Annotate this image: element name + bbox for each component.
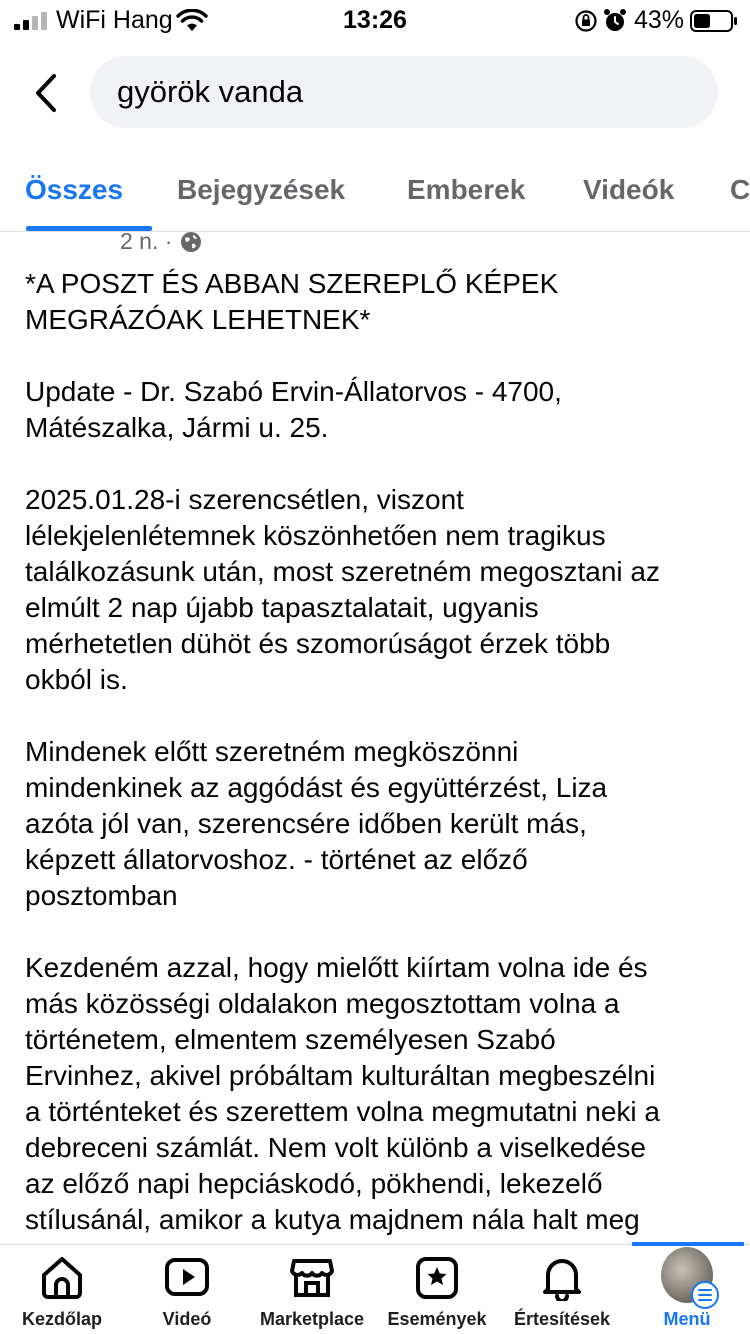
text-line: azóta jól van, szerencsére időben került más, bbox=[25, 808, 587, 839]
back-button[interactable] bbox=[26, 70, 66, 116]
text-line: lélekjelenlétemnek köszönhetően nem tragikus bbox=[25, 520, 606, 551]
post-age: 2 n. · bbox=[120, 228, 173, 254]
alarm-icon bbox=[603, 8, 627, 34]
tab-videos[interactable]: Videók bbox=[583, 174, 675, 205]
search-input[interactable] bbox=[90, 56, 718, 128]
tab-posts[interactable]: Bejegyzések bbox=[177, 174, 346, 205]
events-icon bbox=[411, 1251, 463, 1303]
text-line: Update - Dr. Szabó Ervin-Állatorvos - 4700, bbox=[25, 376, 562, 407]
post-text bbox=[25, 266, 737, 1274]
nav-label: Marketplace bbox=[259, 1309, 365, 1329]
home-icon bbox=[36, 1251, 88, 1303]
text-line: *A POSZT ÉS ABBAN SZEREPLŐ KÉPEK bbox=[25, 268, 559, 299]
bell-icon bbox=[536, 1251, 588, 1303]
text-line: 2025.01.28-i szerencsétlen, viszont bbox=[25, 484, 464, 515]
video-icon bbox=[161, 1251, 213, 1303]
nav-home[interactable] bbox=[0, 1251, 127, 1334]
post-paragraph bbox=[25, 374, 737, 446]
search-query[interactable]: györök vanda bbox=[117, 74, 304, 109]
nav-events[interactable] bbox=[372, 1251, 502, 1334]
nav-label: Videó bbox=[162, 1309, 212, 1329]
chevron-left-icon bbox=[34, 73, 58, 113]
text-line: az előző napi hepciáskodó, pökhendi, lekezelő bbox=[25, 1168, 603, 1199]
marketplace-icon bbox=[286, 1251, 338, 1303]
nav-marketplace[interactable] bbox=[247, 1251, 377, 1334]
tab-people[interactable]: Emberek bbox=[407, 174, 526, 205]
tab-more[interactable]: C bbox=[730, 174, 750, 205]
battery-icon bbox=[690, 10, 738, 32]
nav-label: Menü bbox=[663, 1309, 711, 1329]
post-meta bbox=[120, 228, 202, 255]
text-line: a történteket és szerettem volna megmutatni neki a bbox=[25, 1096, 660, 1127]
text-line: más közösségi oldalakon megosztottam volna a bbox=[25, 988, 620, 1019]
clock: 13:26 bbox=[343, 6, 407, 34]
post-paragraph bbox=[25, 734, 737, 914]
text-line: mindenkinek az aggódást és együttérzést, Liza bbox=[25, 772, 608, 803]
nav-label: Kezdőlap bbox=[21, 1309, 102, 1329]
text-line: képzett állatorvoshoz. - történet az előző bbox=[25, 844, 528, 875]
text-line: Ervinhez, akivel próbáltam kulturáltan megbeszélni bbox=[25, 1060, 656, 1091]
text-line: posztomban bbox=[25, 880, 178, 911]
search-filter-tabs bbox=[0, 148, 750, 232]
menu-badge-icon bbox=[691, 1281, 719, 1309]
text-line: Mindenek előtt szeretném megköszönni bbox=[25, 736, 519, 767]
text-line: mérhetetlen dühöt és szomorúságot érzek több bbox=[25, 628, 611, 659]
text-line: találkozásunk után, most szeretném megosztani az bbox=[25, 556, 660, 587]
post-paragraph bbox=[25, 266, 737, 338]
menu-icon bbox=[661, 1251, 713, 1303]
text-line: Mátészalka, Jármi u. 25. bbox=[25, 412, 329, 443]
globe-icon bbox=[180, 231, 202, 253]
carrier-name: WiFi Hang bbox=[56, 6, 173, 34]
nav-label: Események bbox=[387, 1309, 487, 1329]
text-line: MEGRÁZÓAK LEHETNEK* bbox=[25, 304, 371, 335]
nav-video[interactable] bbox=[122, 1251, 252, 1334]
text-line: történetem, elmentem személyesen Szabó bbox=[25, 1024, 556, 1055]
text-line: elmúlt 2 nap újabb tapasztalatait, ugyanis bbox=[25, 592, 539, 623]
nav-menu[interactable] bbox=[622, 1251, 750, 1334]
text-line: okból is. bbox=[25, 664, 128, 695]
text-line: stílusánál, amikor a kutya majdnem nála halt meg bbox=[25, 1204, 640, 1235]
orientation-lock-icon bbox=[574, 9, 598, 33]
post-paragraph bbox=[25, 950, 737, 1238]
active-nav-indicator bbox=[632, 1242, 744, 1246]
nav-notifications[interactable] bbox=[497, 1251, 627, 1334]
battery-percentage: 43% bbox=[634, 6, 685, 34]
text-line: Kezdeném azzal, hogy mielőtt kiírtam volna ide és bbox=[25, 952, 648, 983]
status-bar bbox=[0, 0, 750, 44]
bottom-navigation bbox=[0, 1244, 750, 1334]
avatar bbox=[661, 1247, 713, 1303]
nav-label: Értesítések bbox=[513, 1309, 611, 1329]
tab-all[interactable]: Összes bbox=[25, 174, 124, 205]
post-paragraph bbox=[25, 482, 737, 698]
text-line: debreceni számlát. Nem volt különb a viselkedése bbox=[25, 1132, 646, 1163]
